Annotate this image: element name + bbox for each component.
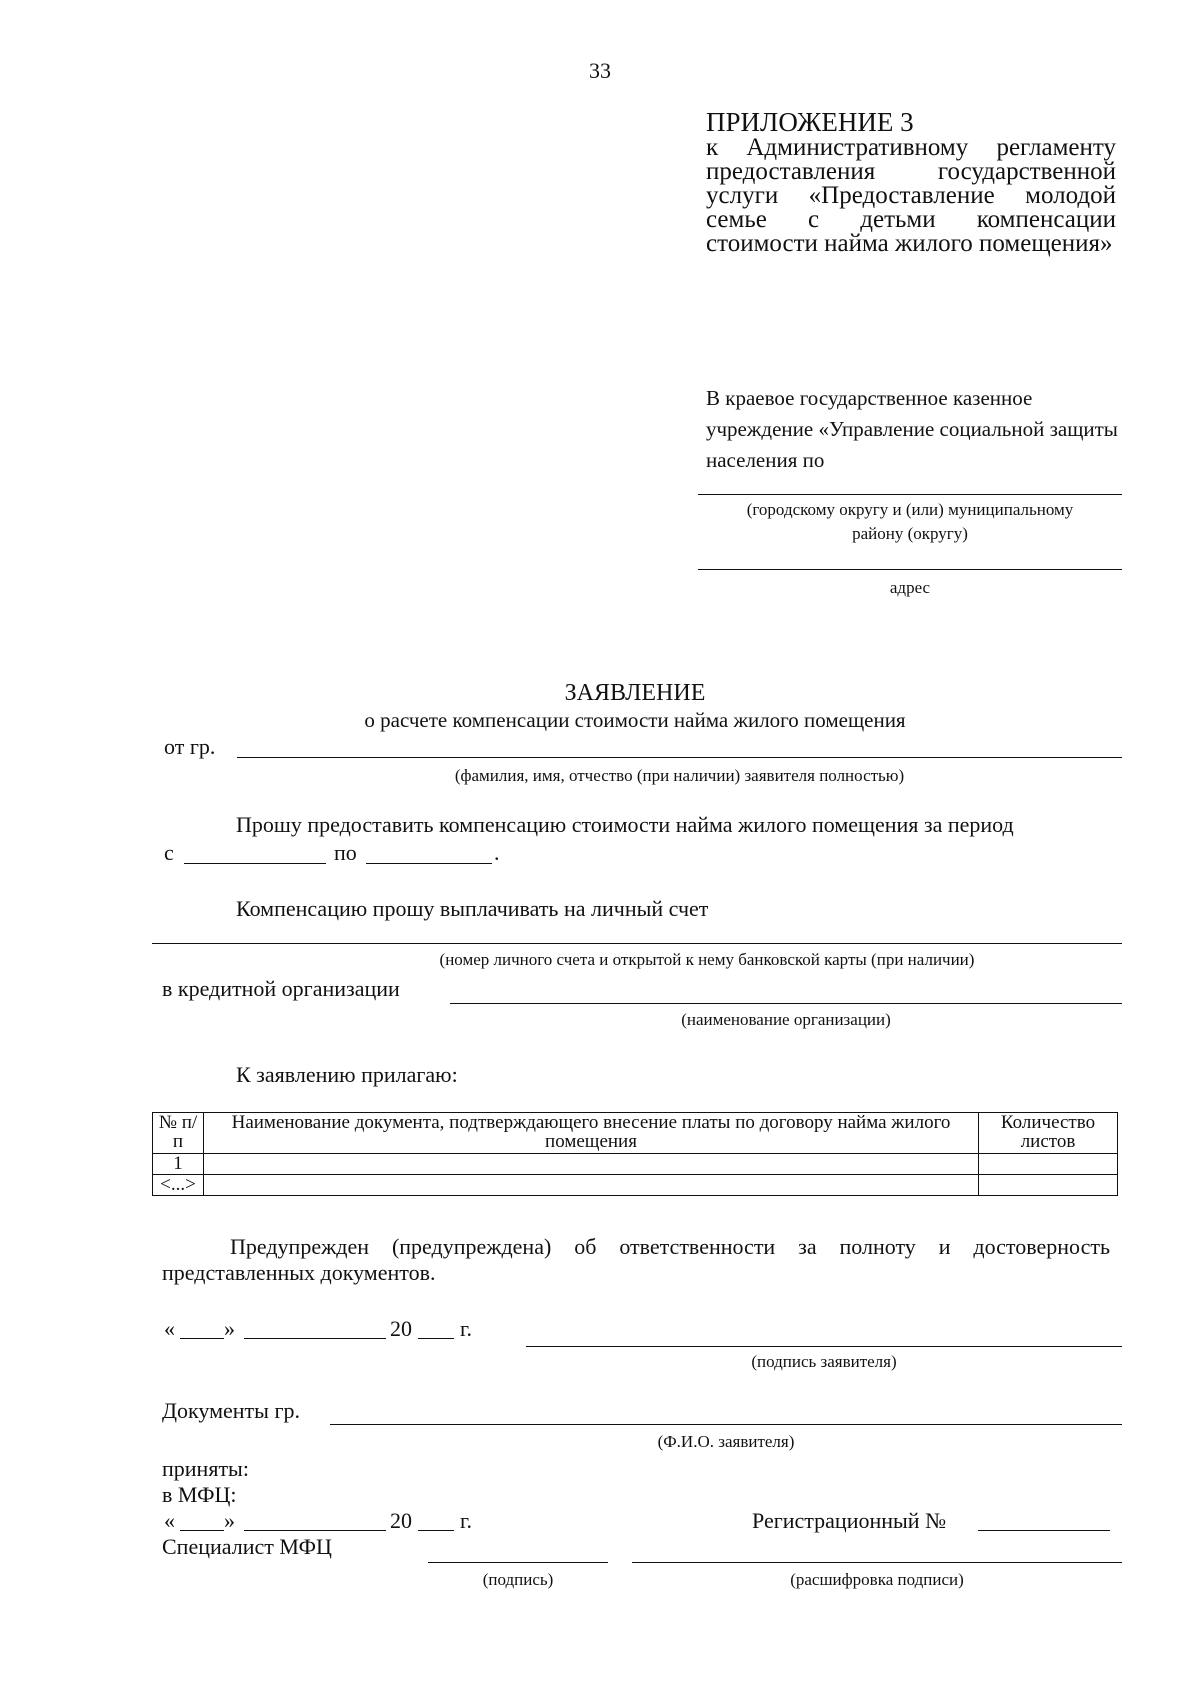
specialist-signature-line[interactable] <box>428 1562 608 1563</box>
from-label: от гр. <box>164 734 216 759</box>
row-name-cell[interactable] <box>204 1175 979 1196</box>
mfc-quote-open: « <box>164 1508 175 1533</box>
registration-number-line[interactable] <box>978 1530 1110 1531</box>
mfc-quote-close: » <box>224 1508 235 1533</box>
warning-line-1: Предупрежден (предупреждена) об ответственности за полноту и достоверность <box>230 1234 1110 1259</box>
period-text: Прошу предоставить компенсацию стоимости найма жилого помещения за период <box>236 812 1014 837</box>
specialist-decode-caption: (расшифровка подписи) <box>790 1570 964 1589</box>
sign-year-prefix: 20 <box>390 1316 412 1341</box>
account-text: Компенсацию прошу выплачивать на личный счет <box>236 896 709 921</box>
appendix-heading: ПРИЛОЖЕНИЕ 3 <box>706 107 914 137</box>
row-count-cell[interactable] <box>979 1154 1118 1175</box>
accepted-label: приняты: <box>162 1456 249 1481</box>
district-line[interactable] <box>698 494 1122 495</box>
mfc-year-suffix: г. <box>460 1508 473 1533</box>
table-header-row <box>153 1113 1118 1154</box>
sign-day-line[interactable] <box>180 1338 224 1339</box>
registration-label: Регистрационный № <box>752 1508 947 1533</box>
account-line[interactable] <box>152 943 1122 944</box>
mfc-year-prefix: 20 <box>390 1508 412 1533</box>
applicant-signature-line[interactable] <box>526 1346 1122 1347</box>
row-name-cell[interactable] <box>204 1154 979 1175</box>
sign-quote-close: » <box>224 1316 235 1341</box>
mfc-month-line[interactable] <box>244 1530 386 1531</box>
table-row <box>153 1154 1118 1175</box>
document-title: ЗАЯВЛЕНИЕ <box>564 680 706 706</box>
appendix-block <box>706 107 1116 257</box>
attachments-table <box>152 1112 1118 1196</box>
applicant-signature-caption: (подпись заявителя) <box>751 1352 897 1371</box>
period-to-line[interactable] <box>366 863 492 864</box>
page-number: 33 <box>589 58 611 83</box>
period-from-line[interactable] <box>184 863 326 864</box>
district-caption-1: (городскому округу и (или) муниципальному <box>746 500 1074 519</box>
addressee-text: В краевое государственное казенное учреждение «Управление социальной защиты населения по <box>706 386 1118 472</box>
period-end: . <box>494 840 500 865</box>
row-num: 1 <box>153 1154 204 1175</box>
header-name: Наименование документа, подтверждающего внесение платы по договору найма жилого помещения <box>204 1113 979 1154</box>
header-count: Количество листов <box>979 1113 1118 1154</box>
bank-caption: (наименование организации) <box>681 1010 891 1029</box>
address-line[interactable] <box>698 569 1122 570</box>
documents-name-caption: (Ф.И.О. заявителя) <box>657 1432 795 1451</box>
period-from-label: с <box>164 840 174 865</box>
appendix-text: к Административному регламенту предоставления государственной услуги «Предоставление молодой семье с детьми компенсации стоимости найма жилого помещения» <box>706 134 1116 257</box>
period-to-label: по <box>334 840 357 865</box>
header-num: № п/п <box>153 1113 204 1154</box>
bank-line[interactable] <box>450 1003 1122 1004</box>
attachments-intro: К заявлению прилагаю: <box>236 1062 458 1087</box>
documents-name-line[interactable] <box>330 1424 1122 1425</box>
row-num: <...> <box>153 1175 204 1196</box>
mfc-day-line[interactable] <box>180 1530 224 1531</box>
specialist-label: Специалист МФЦ <box>162 1534 332 1559</box>
specialist-signature-caption: (подпись) <box>482 1570 554 1589</box>
district-caption-2: району (округу) <box>852 524 968 543</box>
in-mfc-label: в МФЦ: <box>162 1482 237 1507</box>
row-count-cell[interactable] <box>979 1175 1118 1196</box>
sign-year-line[interactable] <box>418 1338 454 1339</box>
bank-label: в кредитной организации <box>162 976 400 1001</box>
document-subtitle: о расчете компенсации стоимости найма жилого помещения <box>364 708 906 732</box>
address-caption: адрес <box>889 578 931 597</box>
specialist-decode-line[interactable] <box>632 1562 1122 1563</box>
documents-label: Документы гр. <box>162 1398 300 1423</box>
mfc-year-line[interactable] <box>418 1530 454 1531</box>
sign-quote-open: « <box>164 1316 175 1341</box>
applicant-name-caption: (фамилия, имя, отчество (при наличии) заявителя полностью) <box>454 766 905 785</box>
applicant-name-line[interactable] <box>237 757 1122 758</box>
table-row <box>153 1175 1118 1196</box>
account-caption: (номер личного счета и открытой к нему банковской карты (при наличии) <box>439 950 975 969</box>
sign-year-suffix: г. <box>460 1316 473 1341</box>
warning-line-2: представленных документов. <box>162 1260 436 1285</box>
sign-month-line[interactable] <box>244 1338 386 1339</box>
